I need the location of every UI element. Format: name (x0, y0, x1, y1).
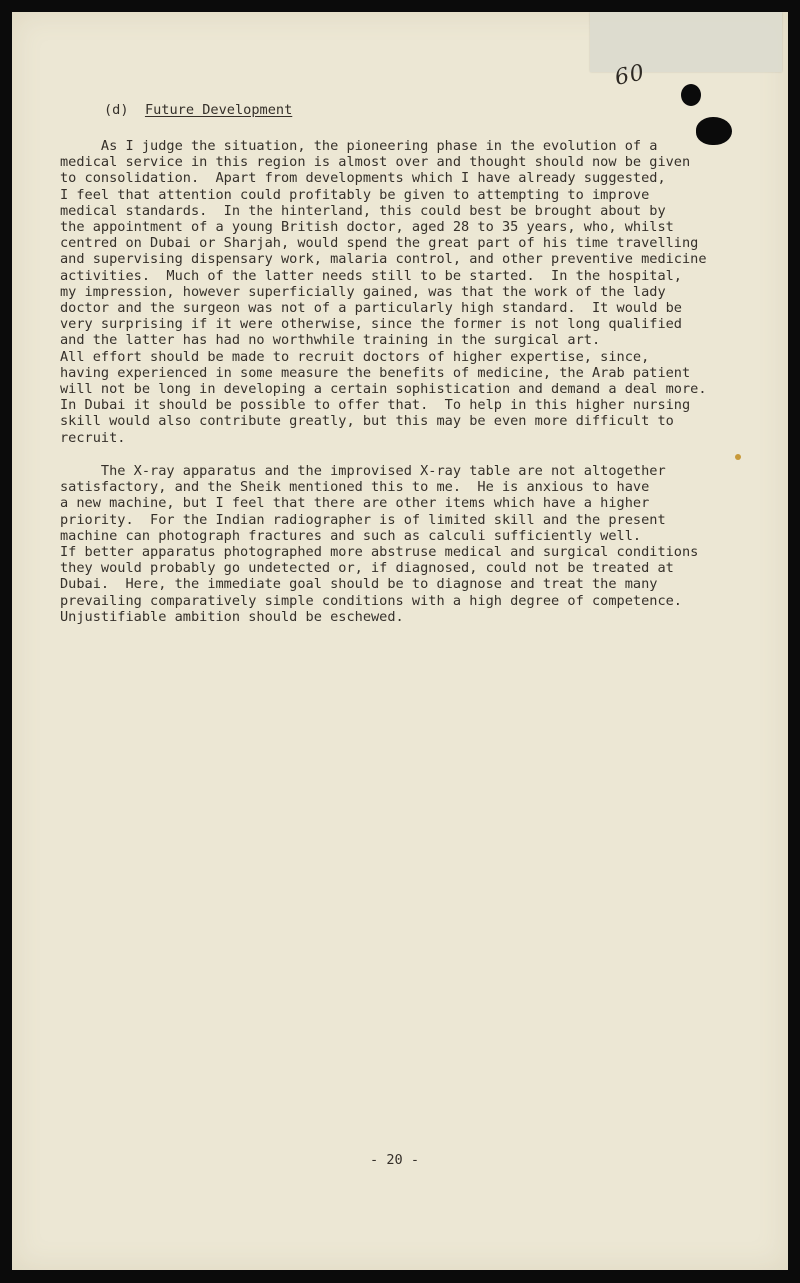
ink-spot (735, 454, 741, 460)
page-number: - 20 - (370, 1152, 420, 1168)
paragraph-consolidation: As I judge the situation, the pioneering phase in the evolution of a medical service in this region is almost over and thought should now be given to consolidation. Apart from developments which I have already suggested, I feel that attention could profitably be given to attempting to improve medical standards. In the hinterland, this could best be brought about by the appointment of a young British doctor, aged 28 to 35 years, who, whilst centred on Dubai or Sharjah, would spend the great part of his time travelling and supervising dispensary work, malaria control, and other preventive medicine activities. Much of the latter needs still to be started. In the hospital, my impression, however superficially gained, was that the work of the lady doctor and the surgeon was not of a particularly high standard. It would be very surprising if it were otherwise, since the former is not long qualified and the latter has had no worthwhile training in the surgical art. All effort should be made to recruit doctors of higher expertise, since, having experienced in some measure the benefits of medicine, the Arab patient will not be long in developing a certain sophistication and demand a deal more. In Dubai it should be possible to offer that. To help in this higher nursing skill would also contribute greatly, but this may be even more difficult to recruit. (60, 138, 707, 446)
section-label: (d) (104, 102, 129, 118)
section-title: Future Development (144, 102, 293, 118)
handwritten-folio-number: 60 (612, 60, 648, 91)
paragraph-xray: The X-ray apparatus and the improvised X-ray table are not altogether satisfactory, and the Sheik mentioned this to me. He is anxious to have a new machine, but I feel that there are other items which have a higher priority. For the Indian radiographer is of limited skill and the present machine can photograph fractures and such as calculi sufficiently well. If better apparatus photographed more abstruse medical and surgical conditions they would probably go undetected or, if diagnosed, could not be treated at Dubai. Here, the immediate goal should be to diagnose and treat the many prevailing comparatively simple conditions with a high degree of competence. Unjustifiable ambition should be eschewed. (60, 463, 699, 625)
punch-hole-top (681, 84, 701, 106)
section-heading (104, 102, 292, 118)
archival-tape (590, 12, 782, 72)
